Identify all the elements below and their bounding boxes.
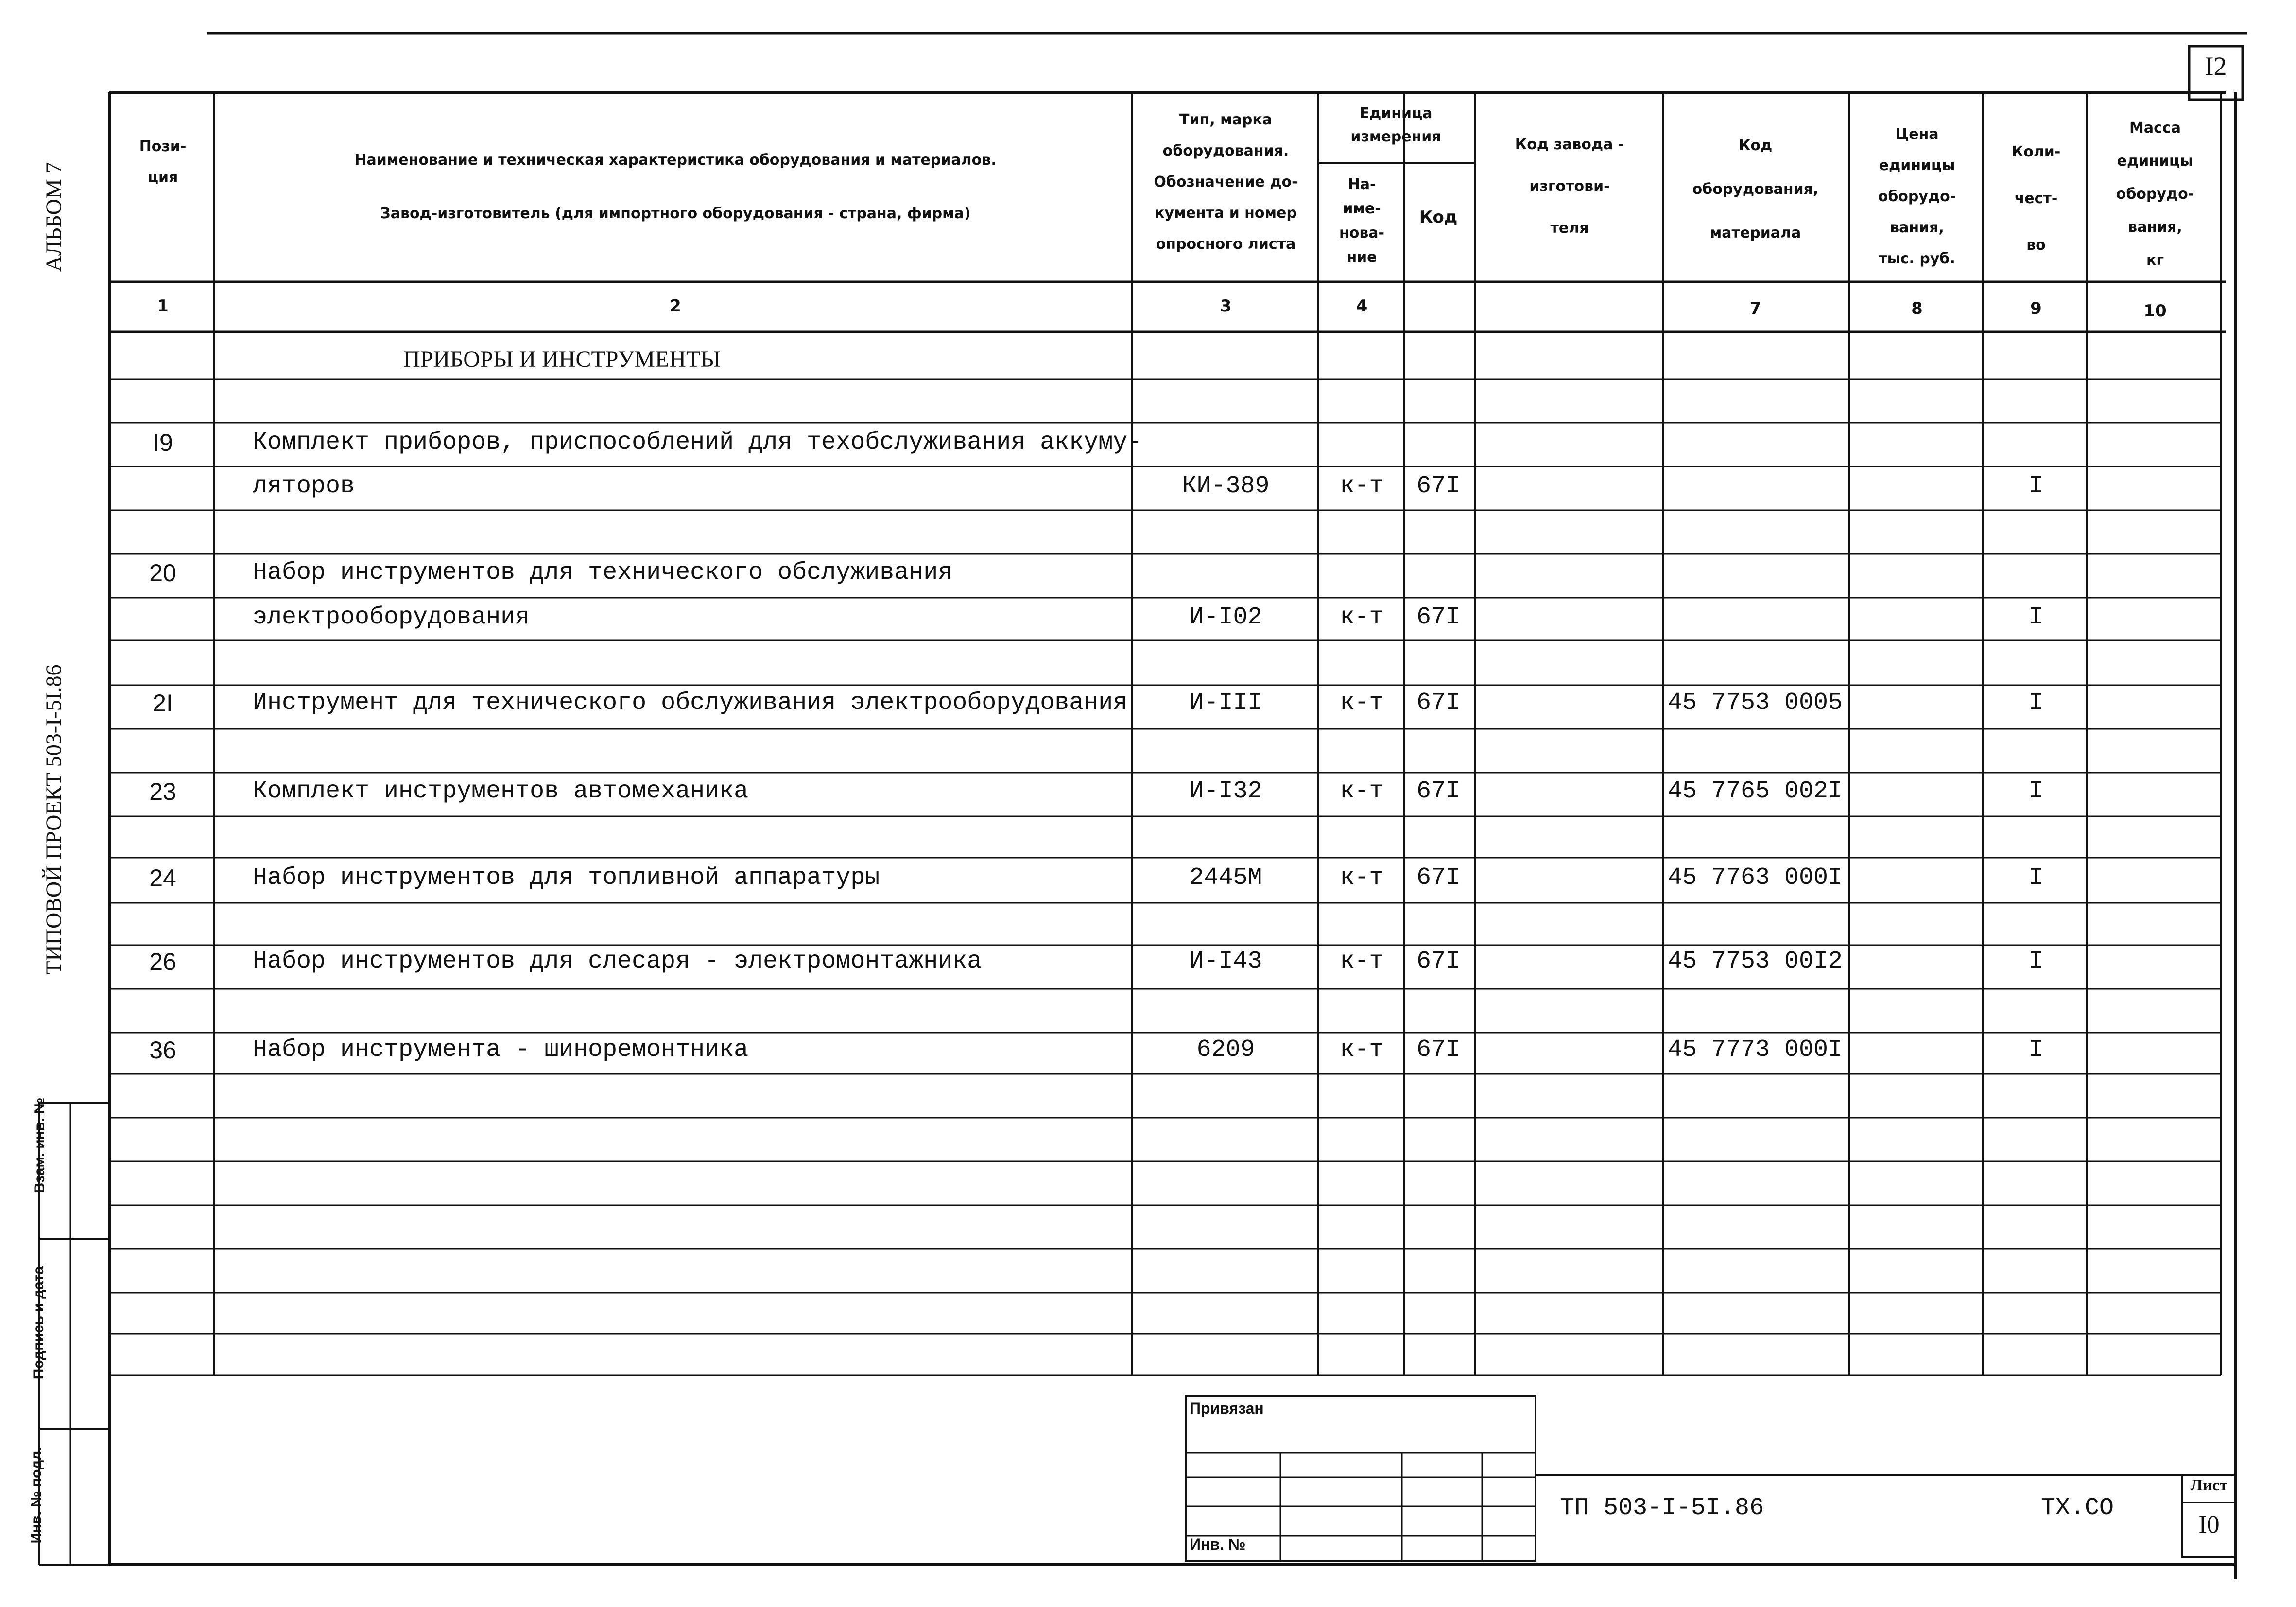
header-plant-code-line-2: изготови-	[1529, 178, 1610, 195]
header-price-line-4: вания,	[1890, 219, 1944, 236]
row-equipment-code: 45 7765 002I	[1668, 778, 1843, 805]
row-equipment-code: 45 7773 000I	[1668, 1036, 1843, 1064]
row-type: 2445М	[1189, 864, 1262, 892]
column-number-8: 8	[1911, 299, 1923, 318]
row-unit: к-т	[1340, 689, 1384, 717]
header-unit-line-2: измерения	[1350, 128, 1441, 145]
stamp-signature-date: Подпись и дата	[31, 1266, 47, 1380]
header-name-line-2: Завод-изготовитель (для импортного оборудования - страна, фирма)	[380, 205, 971, 222]
bound-label: Привязан	[1190, 1400, 1264, 1417]
row-unit: к-т	[1340, 604, 1384, 631]
row-unit-code: 67I	[1416, 948, 1460, 975]
row-quantity: I	[2028, 778, 2043, 805]
header-price-line-5: тыс. руб.	[1879, 250, 1955, 267]
header-type-line-4: кумента и номер	[1155, 205, 1297, 222]
header-price-line-1: Цена	[1895, 126, 1939, 143]
row-type: И-I32	[1189, 778, 1262, 805]
row-equipment-code: 45 7753 00I2	[1668, 948, 1843, 975]
row-position: 26	[149, 948, 176, 975]
row-position: 36	[149, 1037, 176, 1064]
header-mass-line-3: оборудо-	[2116, 186, 2194, 203]
project-label: ТИПОВОЙ ПРОЕКТ 503-I-5I.86	[41, 664, 66, 975]
header-unit-name-line-2: име-	[1343, 200, 1381, 217]
header-unit-name-line-3: нова-	[1339, 225, 1385, 242]
row-type: И-I43	[1189, 948, 1262, 975]
row-type: И-I02	[1189, 604, 1262, 631]
header-equipment-code-line-1: Код	[1738, 137, 1773, 154]
header-quantity	[1985, 129, 2087, 269]
row-type: И-III	[1189, 689, 1262, 717]
row-type: 6209	[1196, 1036, 1255, 1064]
row-equipment-code: 45 7753 0005	[1668, 689, 1843, 717]
header-name-line-1: Наименование и техническая характеристика оборудования и материалов.	[354, 152, 997, 169]
stamp-inv-original: Инв. № подл.	[28, 1447, 44, 1544]
header-plant-code-line-3: теля	[1550, 220, 1589, 237]
header-mass-line-2: единицы	[2117, 153, 2193, 170]
header-type-line-3: Обозначение до-	[1154, 173, 1298, 190]
column-number-9: 9	[2030, 299, 2042, 318]
row-quantity: I	[2028, 864, 2043, 892]
row-quantity: I	[2028, 604, 2043, 631]
header-quantity-line-1: Коли-	[2011, 143, 2061, 160]
header-unit-name-line-4: ние	[1347, 249, 1377, 266]
row-name: Инструмент для технического обслуживания электрооборудования	[253, 689, 1128, 717]
header-plant-code	[1477, 124, 1662, 249]
header-price-line-3: оборудо-	[1878, 188, 1956, 205]
row-unit-code: 67I	[1416, 1036, 1460, 1064]
row-name: электрооборудования	[253, 604, 530, 631]
document-mark: ТХ.СО	[2041, 1494, 2114, 1522]
row-position: 24	[149, 864, 176, 892]
row-quantity: I	[2028, 948, 2043, 975]
header-type-line-2: оборудования.	[1162, 142, 1289, 159]
row-unit-code: 67I	[1416, 864, 1460, 892]
column-number-1: 1	[157, 296, 169, 316]
row-unit-code: 67I	[1416, 689, 1460, 717]
column-number-2: 2	[670, 296, 681, 316]
row-name: Набор инструмента - шиноремонтника	[253, 1036, 749, 1064]
header-price-line-2: единицы	[1879, 157, 1955, 174]
header-position-line-2: ция	[147, 169, 178, 186]
header-type	[1135, 104, 1317, 260]
stamp-replace-inv: Взам. инв. №	[32, 1097, 48, 1193]
row-quantity: I	[2028, 1036, 2043, 1064]
header-equipment-code-line-2: оборудования,	[1692, 181, 1819, 198]
row-name: Комплект приборов, приспособлений для техобслуживания аккуму-	[253, 429, 1142, 456]
row-quantity: I	[2028, 472, 2043, 500]
header-type-line-5: опросного листа	[1156, 236, 1296, 253]
header-plant-code-line-1: Код завода -	[1515, 136, 1624, 153]
row-name: Комплект инструментов автомеханика	[253, 778, 749, 805]
row-quantity: I	[2028, 689, 2043, 717]
row-unit: к-т	[1340, 1036, 1384, 1064]
header-equipment-code-line-3: материала	[1709, 225, 1801, 242]
header-quantity-line-3: во	[2026, 237, 2046, 254]
row-type: КИ-389	[1182, 472, 1270, 500]
sheet-number: I2	[2205, 52, 2227, 81]
album-label: АЛЬБОМ 7	[41, 162, 66, 272]
row-position: 20	[149, 559, 176, 587]
header-mass	[2089, 112, 2221, 277]
section-title: ПРИБОРЫ И ИНСТРУМЕНТЫ	[403, 346, 721, 372]
row-unit: к-т	[1340, 864, 1384, 892]
header-quantity-line-2: чест-	[2014, 190, 2058, 207]
column-number-10: 10	[2143, 301, 2167, 321]
row-name: Набор инструментов для топливной аппаратуры	[253, 864, 880, 892]
header-unit-code: Код	[1419, 207, 1458, 227]
row-unit-code: 67I	[1416, 472, 1460, 500]
header-equipment-code	[1664, 124, 1847, 255]
row-position: 23	[149, 778, 176, 805]
column-number-7: 7	[1749, 299, 1761, 318]
row-unit: к-т	[1340, 472, 1384, 500]
header-mass-line-4: вания,	[2128, 219, 2182, 236]
header-unit-group	[1319, 102, 1472, 149]
row-unit-code: 67I	[1416, 604, 1460, 631]
row-name: Набор инструментов для слесаря - электромонтажника	[253, 948, 982, 975]
header-name	[219, 134, 1132, 241]
inv-label: Инв. №	[1190, 1536, 1246, 1553]
header-unit-name	[1319, 173, 1404, 270]
header-unit-line-1: Единица	[1359, 105, 1433, 122]
row-unit: к-т	[1340, 948, 1384, 975]
row-name: Набор инструментов для технического обслуживания	[253, 559, 953, 587]
header-unit-name-line-1: На-	[1347, 176, 1376, 193]
header-mass-line-5: кг	[2146, 252, 2164, 269]
header-position-line-1: Пози-	[139, 138, 187, 155]
header-type-line-1: Тип, марка	[1179, 111, 1272, 128]
column-number-4: 4	[1356, 296, 1368, 316]
header-price	[1851, 119, 1983, 275]
row-name: ляторов	[253, 472, 355, 500]
row-position: I9	[153, 429, 173, 456]
row-unit-code: 67I	[1416, 778, 1460, 805]
column-number-3: 3	[1220, 296, 1232, 316]
row-position: 2I	[153, 690, 173, 717]
row-equipment-code: 45 7763 000I	[1668, 864, 1843, 892]
row-unit: к-т	[1340, 778, 1384, 805]
header-position	[112, 131, 214, 193]
document-code: ТП 503-I-5I.86	[1560, 1494, 1764, 1522]
header-mass-line-1: Масса	[2129, 120, 2181, 137]
sheet-value: I0	[2198, 1511, 2220, 1538]
sheet-label: Лист	[2190, 1476, 2228, 1494]
